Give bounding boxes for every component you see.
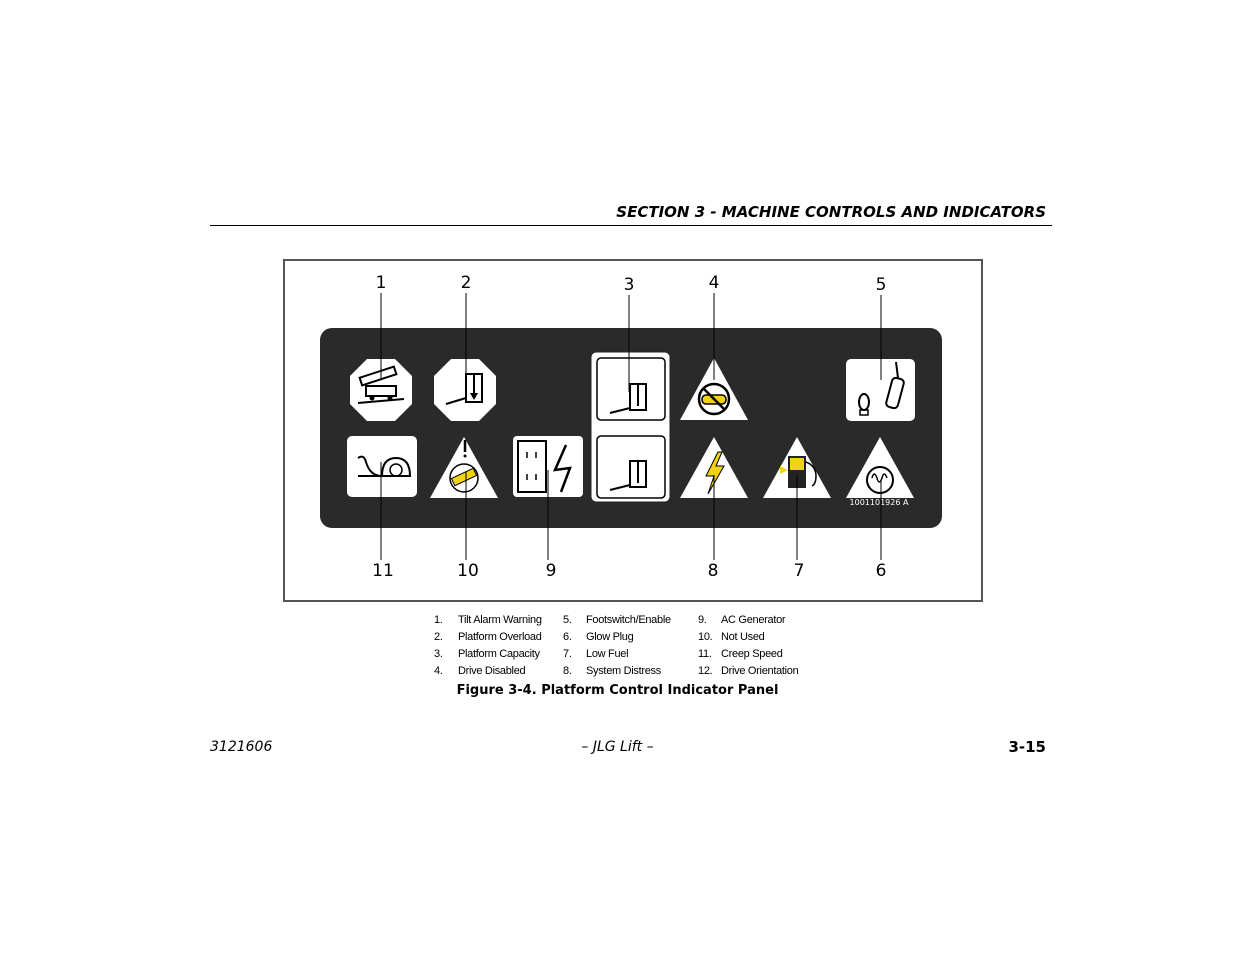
legend-item: 10. Not Used bbox=[698, 631, 765, 643]
legend-item: 12. Drive Orientation bbox=[698, 665, 799, 677]
legend-item: 6. Glow Plug bbox=[563, 631, 634, 643]
section-title: SECTION 3 - MACHINE CONTROLS AND INDICATORS bbox=[616, 203, 1046, 221]
doc-number: 3121606 bbox=[210, 739, 273, 755]
callout-10: 10 bbox=[457, 561, 479, 581]
legend-item: 1. Tilt Alarm Warning bbox=[434, 614, 542, 626]
legend-column-2 bbox=[563, 612, 671, 680]
footer-brand: – JLG Lift – bbox=[581, 739, 654, 755]
figure-caption: Figure 3-4. Platform Control Indicator Panel bbox=[456, 683, 779, 698]
legend-item: 8. System Distress bbox=[563, 665, 661, 677]
legend-item: 5. Footswitch/Enable bbox=[563, 614, 671, 626]
legend-item: 9. AC Generator bbox=[698, 614, 786, 626]
callout-1: 1 bbox=[375, 273, 387, 293]
part-number: 1001101926 A bbox=[849, 498, 909, 507]
callout-11: 11 bbox=[372, 561, 394, 581]
legend-item: 3. Platform Capacity bbox=[434, 648, 540, 660]
legend-item: 4. Drive Disabled bbox=[434, 665, 526, 677]
legend-item: 7. Low Fuel bbox=[563, 648, 629, 660]
callout-6: 6 bbox=[875, 561, 887, 581]
creep-speed-icon bbox=[347, 436, 417, 497]
legend-column-1 bbox=[434, 612, 542, 680]
callout-8: 8 bbox=[707, 561, 719, 581]
page-number: 3-15 bbox=[1008, 738, 1046, 756]
callout-9: 9 bbox=[545, 561, 557, 581]
callout-3: 3 bbox=[623, 275, 635, 295]
platform-overload-icon bbox=[434, 359, 496, 421]
callout-2: 2 bbox=[460, 273, 472, 293]
callout-5: 5 bbox=[875, 275, 887, 295]
legend-column-3 bbox=[698, 612, 798, 680]
legend-item: 11. Creep Speed bbox=[698, 648, 783, 660]
platform-capacity-icon bbox=[591, 352, 670, 502]
legend-item: 2. Platform Overload bbox=[434, 631, 542, 643]
callout-7: 7 bbox=[793, 561, 805, 581]
callout-4: 4 bbox=[708, 273, 720, 293]
